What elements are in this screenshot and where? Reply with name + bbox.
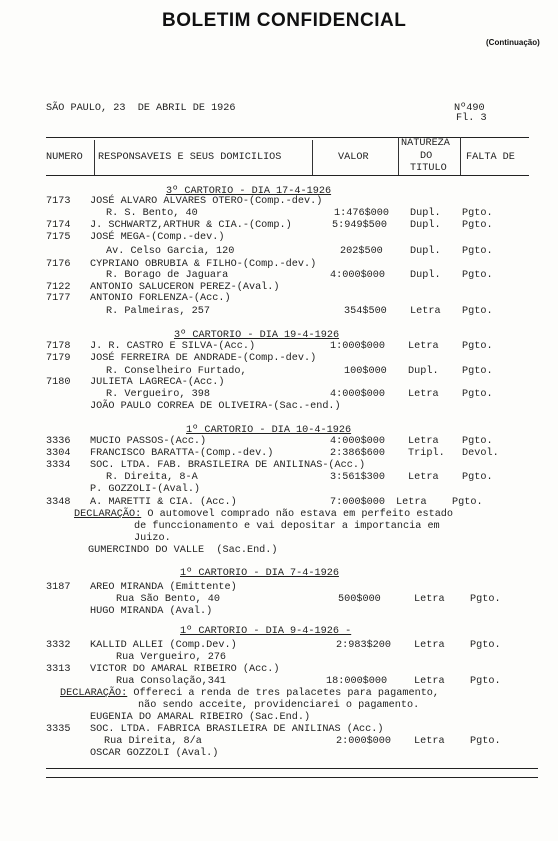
- entry-name: VICTOR DO AMARAL RIBEIRO (Acc.): [90, 664, 280, 675]
- entry-status: Pgto.: [462, 208, 493, 219]
- entry-value: 4:000$000: [330, 436, 386, 447]
- entry-address: Rua São Bento, 40: [116, 594, 220, 605]
- entry-value: 354$500: [344, 306, 387, 317]
- entry-name: ANTONIO FORLENZA-(Acc.): [90, 293, 231, 304]
- entry-name: KALLID ALLEI (Comp.Dev.): [90, 640, 237, 651]
- declaration-text: [60, 688, 439, 699]
- column-divider: [398, 137, 399, 175]
- column-header-numero: NUMERO: [46, 152, 83, 163]
- entry-number: 7122: [46, 282, 71, 293]
- column-header-falta: FALTA DE: [466, 152, 515, 163]
- entry-value: 1:476$000: [334, 208, 390, 219]
- entry-number: 7173: [46, 196, 71, 207]
- entry-title-type: Letra: [396, 497, 427, 508]
- entry-title-type: Letra: [408, 436, 439, 447]
- entry-address: Av. Celso Garcia, 120: [106, 246, 235, 257]
- entry-title-type: Letra: [408, 341, 439, 352]
- entry-name: CYPRIANO OBRUBIA & FILHO-(Comp.-dev.): [90, 259, 317, 270]
- entry-address: R. Vergueiro, 398: [106, 389, 210, 400]
- column-header-valor: VALOR: [338, 152, 369, 163]
- entry-number: 7175: [46, 232, 71, 243]
- entry-name: SOC. LTDA. FAB. BRASILEIRA DE ANILINAS-(Acc.): [90, 460, 366, 471]
- entry-number: 3332: [46, 640, 71, 651]
- declaration-line: Offereci a renda de tres palacetes para pagamento,: [127, 688, 440, 699]
- entry-status: Pgto.: [462, 246, 493, 257]
- continuation-note: (Continuação): [486, 38, 540, 47]
- entry-title-type: Dupl.: [410, 246, 441, 257]
- sheet-number: Fl. 3: [456, 113, 487, 124]
- entry-title-type: Letra: [414, 736, 445, 747]
- entry-address: R. Palmeiras, 257: [106, 306, 210, 317]
- entry-name: J. R. CASTRO E SILVA-(Acc.): [90, 341, 256, 352]
- table-header-bottom-rule: [46, 175, 529, 176]
- entry-value: 100$000: [344, 366, 387, 377]
- entry-status: Pgto.: [462, 220, 493, 231]
- entry-number: 3335: [46, 724, 71, 735]
- document-title: BOLETIM CONFIDENCIAL: [162, 10, 407, 31]
- declaration-text: [74, 509, 453, 520]
- entry-value: 5:949$500: [332, 220, 388, 231]
- declaration-line: Juizo.: [134, 533, 171, 544]
- entry-status: Pgto.: [462, 366, 493, 377]
- declaration-line: O automovel comprado não estava em perfeito estado: [141, 509, 454, 520]
- entry-value: 1:000$000: [330, 341, 386, 352]
- entry-number: 3187: [46, 582, 71, 593]
- entry-value: 4:000$000: [330, 389, 386, 400]
- section-heading: 1º CARTORIO - DIA 10-4-1926: [186, 425, 352, 436]
- column-header-natureza: NATUREZA: [401, 138, 450, 149]
- entry-name: ANTONIO SALUCERON PEREZ-(Aval.): [90, 282, 280, 293]
- entry-title-type: Letra: [414, 594, 445, 605]
- section-heading: 1º CARTORIO - DIA 7-4-1926: [180, 568, 339, 579]
- entry-title-type: Letra: [414, 676, 445, 687]
- entry-value: 500$000: [338, 594, 381, 605]
- entry-status: Devol.: [462, 448, 499, 459]
- entry-number: 3304: [46, 448, 71, 459]
- entry-number: 7174: [46, 220, 71, 231]
- entry-value: 2:000$000: [336, 736, 392, 747]
- entry-address: R. S. Bento, 40: [106, 208, 198, 219]
- entry-status: Pgto.: [462, 306, 493, 317]
- entry-status: Pgto.: [462, 270, 493, 281]
- entry-number: 3348: [46, 497, 71, 508]
- entry-number: 3313: [46, 664, 71, 675]
- section-heading: 3º CARTORIO - DIA 17-4-1926: [166, 186, 332, 197]
- entry-status: Pgto.: [470, 736, 501, 747]
- section-heading: 3º CARTORIO - DIA 19-4-1926: [174, 330, 340, 341]
- entry-number: 7177: [46, 293, 71, 304]
- footer-rule: [46, 768, 538, 769]
- table-header-top-rule: [46, 137, 529, 138]
- footer-rule: [46, 777, 538, 778]
- entry-number: 7179: [46, 353, 71, 364]
- document-number: Nº490: [454, 103, 485, 114]
- entry-number: 7180: [46, 377, 71, 388]
- entry-number: 7178: [46, 341, 71, 352]
- entry-title-type: Tripl.: [408, 448, 445, 459]
- entry-title-type: Dupl.: [410, 270, 441, 281]
- entry-name: JOSÉ FERREIRA DE ANDRADE-(Comp.-dev.): [90, 353, 317, 364]
- entry-address: Rua Direita, 8/a: [104, 736, 202, 747]
- entry-title-type: Letra: [414, 640, 445, 651]
- entry-status: Pgto.: [470, 640, 501, 651]
- entry-title-type: Letra: [408, 389, 439, 400]
- entry-status: Pgto.: [462, 389, 493, 400]
- entry-name: JOSÉ ALVARO ALVARES OTERO-(Comp.-dev.): [90, 196, 323, 207]
- endorser-line: JOÃO PAULO CORREA DE OLIVEIRA-(Sac.-end.): [90, 401, 341, 412]
- entry-value: 4:000$000: [330, 270, 386, 281]
- entry-value: 2:386$600: [330, 448, 386, 459]
- entry-value: 7:000$000: [330, 497, 386, 508]
- date-line: SÃO PAULO, 23 DE ABRIL DE 1926: [46, 103, 236, 114]
- guarantor-line: EUGENIA DO AMARAL RIBEIRO (Sac.End.): [90, 712, 311, 723]
- entry-name: A. MARETTI & CIA. (Acc.): [90, 497, 237, 508]
- column-divider: [460, 137, 461, 175]
- entry-name: JOSÉ MEGA-(Comp.-dev.): [90, 232, 225, 243]
- guarantor-line: P. GOZZOLI-(Aval.): [90, 484, 201, 495]
- column-header-do: DO: [420, 151, 433, 162]
- entry-value: 3:561$300: [330, 472, 386, 483]
- entry-number: 7176: [46, 259, 71, 270]
- entry-name: AREO MIRANDA (Emittente): [90, 582, 237, 593]
- entry-status: Pgto.: [470, 594, 501, 605]
- entry-title-type: Letra: [408, 472, 439, 483]
- entry-name: J. SCHWARTZ,ARTHUR & CIA.-(Comp.): [90, 220, 292, 231]
- entry-number: 3334: [46, 460, 71, 471]
- guarantor-line: OSCAR GOZZOLI (Aval.): [90, 748, 219, 759]
- section-heading: 1º CARTORIO - DIA 9-4-1926 -: [180, 626, 352, 637]
- entry-title-type: Dupl.: [408, 366, 439, 377]
- entry-address: Rua Vergueiro, 276: [116, 652, 227, 663]
- column-header-responsaveis: RESPONSAVEIS E SEUS DOMICILIOS: [98, 152, 282, 163]
- column-divider: [312, 140, 313, 175]
- entry-address: R. Direita, 8-A: [106, 472, 198, 483]
- entry-status: Pgto.: [462, 472, 493, 483]
- entry-address: R. Borago de Jaguara: [106, 270, 229, 281]
- entry-title-type: Dupl.: [410, 208, 441, 219]
- entry-status: Pgto.: [452, 497, 483, 508]
- declaration-line: não sendo acceite, providenciarei o pagamento.: [138, 700, 420, 711]
- declaration-line: de funccionamento e vai depositar a importancia em: [134, 521, 440, 532]
- entry-name: FRANCISCO BARATTA-(Comp.-dev.): [90, 448, 274, 459]
- endorser-line: GUMERCINDO DO VALLE (Sac.End.): [88, 545, 278, 556]
- entry-status: Pgto.: [470, 676, 501, 687]
- entry-address: Rua Consolação,341: [116, 676, 227, 687]
- entry-title-type: Dupl.: [410, 220, 441, 231]
- entry-status: Pgto.: [462, 436, 493, 447]
- entry-value: 202$500: [340, 246, 383, 257]
- entry-status: Pgto.: [462, 341, 493, 352]
- declaration-label: DECLARAÇÃO:: [60, 688, 128, 699]
- entry-address: R. Conselheiro Furtado,: [106, 366, 247, 377]
- entry-name: MUCIO PASSOS-(Acc.): [90, 436, 207, 447]
- entry-value: 2:983$200: [336, 640, 392, 651]
- entry-title-type: Letra: [410, 306, 441, 317]
- declaration-label: DECLARAÇÃO:: [74, 509, 142, 520]
- column-divider: [94, 140, 95, 175]
- entry-name: SOC. LTDA. FABRICA BRASILEIRA DE ANILINAS (Acc.): [90, 724, 384, 735]
- entry-value: 18:000$000: [326, 676, 388, 687]
- guarantor-line: HUGO MIRANDA (Aval.): [90, 606, 213, 617]
- column-header-titulo: TITULO: [410, 163, 447, 174]
- entry-number: 3336: [46, 436, 71, 447]
- entry-name: JULIETA LAGRECA-(Acc.): [90, 377, 225, 388]
